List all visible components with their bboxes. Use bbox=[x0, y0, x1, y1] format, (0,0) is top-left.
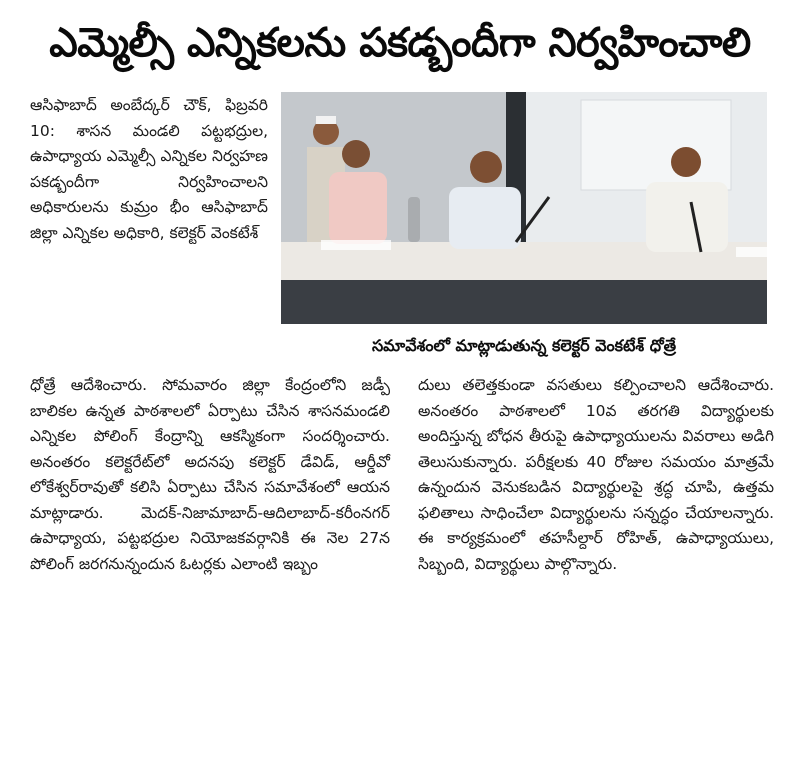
headline: ఎమ్మెల్సీ ఎన్నికలను పకడ్బందీగా నిర్వహించాలి bbox=[49, 20, 751, 66]
body-column-left: ధోత్రే ఆదేశించారు. సోమవారం జిల్లా కేంద్రంలోని జడ్పీ బాలికల ఉన్నత పాఠశాలలో ఏర్పాటు చేసిన శాసనమండలి ఎన్నికల పోలింగ్ కేంద్రాన్ని ఆకస్మికంగా సందర్శించారు. అనంతరం కలెక్టరేట్‌లో అదనపు కలెక్టర్ డేవిడ్, ఆర్డీవో లోకేశ్వర్‌రావుతో కలిసి ఏర్పాటు చేసిన సమావేశంలో ఆయన మాట్లాడారు. మెదక్-నిజామాబాద్-ఆదిలాబాద్-కరీంనగర్ ఉపాధ్యాయ, పట్టభద్రుల నియోజకవర్గానికి ఈ నెల 27న పోలింగ్ జరగనున్నందున ఓటర్లకు ఎలాంటి ఇబ్బం bbox=[30, 376, 390, 573]
body-column-right: దులు తలెత్తకుండా వసతులు కల్పించాలని ఆదేశించారు. అనంతరం పాఠశాలలో 10వ తరగతి విద్యార్థులకు అందిస్తున్న బోధన తీరుపై ఉపాధ్యాయులను వివరాలు అడిగి తెలుసుకున్నారు. పరీక్షలకు 40 రోజుల సమయం మాత్రమే ఉన్నందున వెనుకబడిన విద్యార్థులపై శ్రద్ధ చూపి, ఉత్తమ ఫలితాలు సాధించేలా విద్యార్థులను సన్నద్ధం చేయాలన్నారు. ఈ కార్యక్రమంలో తహసీల్దార్ రోహిత్, ఉపాధ్యాయులు, సిబ్బంది, విద్యార్థులు పాల్గొన్నారు. bbox=[418, 376, 774, 573]
photo-caption: సమావేశంలో మాట్లాడుతున్న కలెక్టర్ వెంకటేశ్ ధోత్రే bbox=[371, 336, 677, 355]
lead-paragraph: ఆసిఫాబాద్ అంబేద్కర్ చౌక్, ఫిబ్రవరి 10: శాసన మండలి పట్టభద్రుల, ఉపాధ్యాయ ఎమ్మెల్సీ ఎన్నికల నిర్వహణ పకడ్బందీగా నిర్వహించాలని అధికారులను కుమ్రం భీం ఆసిఫాబాద్ జిల్లా ఎన్నికల అధికారి, కలెక్టర్ వెంకటేశ్ bbox=[30, 96, 268, 242]
news-photo bbox=[281, 92, 767, 324]
